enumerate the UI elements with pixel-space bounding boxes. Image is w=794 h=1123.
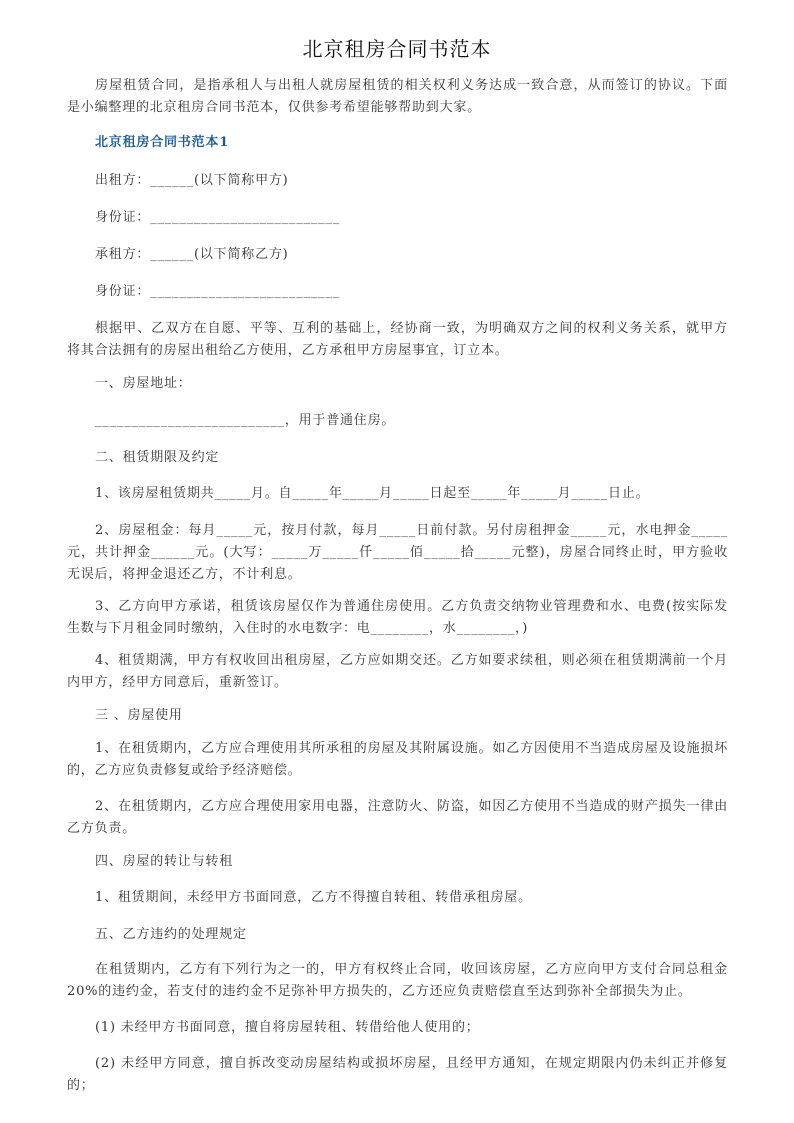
clause-heading-5: 五、乙方违约的处理规定 <box>95 927 247 942</box>
clause-item: (2) 未经甲方同意，擅自拆改变动房屋结构或损坏房屋，且经甲方通知，在规定期限内仍未纠正并修复的； <box>67 1056 728 1093</box>
clause-heading-3: 三 、房屋使用 <box>95 708 183 723</box>
lessor-id-field: 身份证：__________________________ <box>95 210 340 225</box>
address-line: __________________________，用于普通住房。 <box>95 413 396 428</box>
clause-paragraph: 1、租赁期间，未经甲方书面同意，乙方不得擅自转租、转借承租房屋。 <box>95 890 532 905</box>
clause-item: (1) 未经甲方书面同意，擅自将房屋转租、转借给他人使用的； <box>95 1020 480 1035</box>
clause-heading-2: 二、租赁期限及约定 <box>95 450 220 465</box>
clause-heading-4: 四、房屋的转让与转租 <box>95 854 234 869</box>
clause-paragraph: 3、乙方向甲方承诺，租赁该房屋仅作为普通住房使用。乙方负责交纳物业管理费和水、电费(按实际发生数与下月租金同时缴纳，入住时的水电数字：电________，水________，) <box>67 599 728 636</box>
preamble-paragraph: 根据甲、乙双方在自愿、平等、互利的基础上，经协商一致，为明确双方之间的权利义务关系，就甲方将其合法拥有的房屋出租给乙方使用，乙方承租甲方房屋事宜，订立本。 <box>67 321 728 358</box>
lessee-field: 承租方：______(以下简称乙方) <box>95 247 289 262</box>
clause-paragraph: 4、租赁期满，甲方有权收回出租房屋，乙方应如期交还。乙方如要求续租，则必须在租赁期满前一个月内甲方，经甲方同意后，重新签订。 <box>67 653 728 690</box>
document-title: 北京租房合同书范本 <box>302 37 492 61</box>
lessee-id-field: 身份证：__________________________ <box>95 284 340 299</box>
lessor-field: 出租方：______(以下简称甲方) <box>95 173 289 188</box>
clause-paragraph: 在租赁期内，乙方有下列行为之一的，甲方有权终止合同，收回该房屋，乙方应向甲方支付合同总租金20%的违约金，若支付的违约金不足弥补甲方损失的，乙方还应负责赔偿直至达到弥补全部损失为止。 <box>67 962 728 999</box>
intro-paragraph: 房屋租赁合同，是指承租人与出租人就房屋租赁的相关权利义务达成一致合意，从而签订的协议。下面是小编整理的北京租房合同书范本，仅供参考希望能够帮助到大家。 <box>67 78 728 115</box>
section-heading: 北京租房合同书范本1 <box>95 135 230 150</box>
clause-heading-1: 一、房屋地址： <box>95 376 192 391</box>
clause-paragraph: 1、该房屋租赁期共_____月。自_____年_____月_____日起至_____年_____月_____日止。 <box>95 486 650 501</box>
clause-paragraph: 2、在租赁期内，乙方应合理使用家用电器，注意防火、防盗，如因乙方使用不当造成的财产损失一律由乙方负责。 <box>67 799 728 836</box>
clause-paragraph: 2、房屋租金：每月_____元，按月付款，每月_____日前付款。另付房租押金_____元，水电押金_____元，共计押金______元。(大写：_____万_____仟_____佰_____拾_____元整)，房屋合同终止时，甲方验收无误后，将押金退还乙方，不计利息。 <box>67 523 728 582</box>
clause-paragraph: 1、在租赁期内，乙方应合理使用其所承租的房屋及其附属设施。如乙方因使用不当造成房屋及设施损坏的，乙方应负责修复或给予经济赔偿。 <box>67 741 728 778</box>
